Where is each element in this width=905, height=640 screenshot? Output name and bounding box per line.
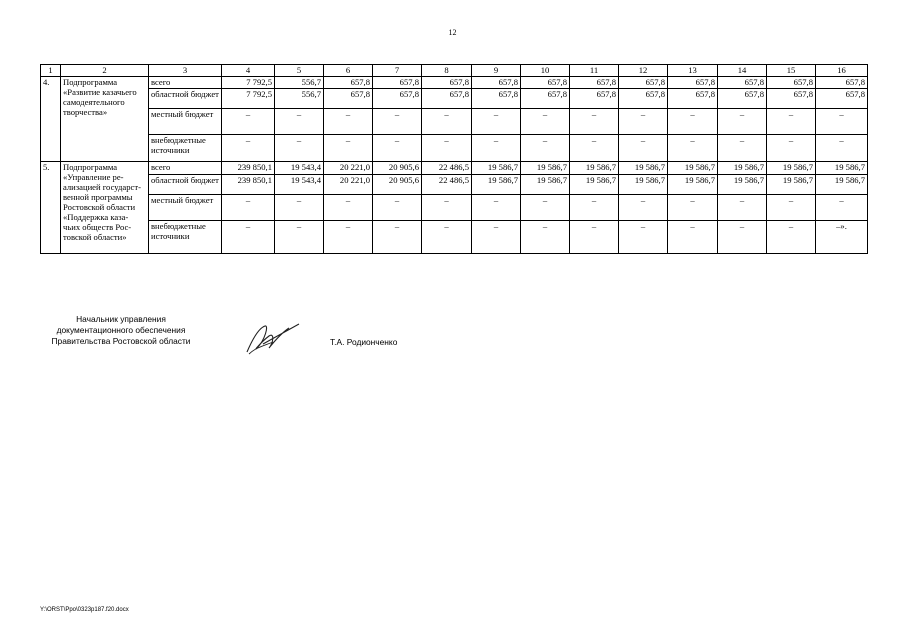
subprogram-name-line: венной программы (63, 192, 133, 202)
value-cell: – (324, 195, 373, 221)
column-number: 16 (816, 65, 868, 77)
value-cell: – (521, 195, 570, 221)
subprogram-name (61, 77, 149, 162)
value-cell: 7 792,5 (222, 89, 275, 109)
budget-table (40, 64, 868, 254)
value-cell: 19 586,7 (816, 162, 868, 175)
value-cell: 19 586,7 (570, 175, 619, 195)
column-number: 9 (472, 65, 521, 77)
header-row (41, 65, 868, 77)
value-cell: 657,8 (521, 89, 570, 109)
value-cell: 657,8 (521, 77, 570, 89)
value-cell: – (668, 195, 718, 221)
subprogram-name (61, 162, 149, 254)
value-cell: 19 586,7 (816, 175, 868, 195)
value-cell: 657,8 (816, 89, 868, 109)
table-row (41, 195, 868, 221)
value-cell: 22 486,5 (422, 162, 472, 175)
value-cell: – (521, 135, 570, 162)
value-cell: – (668, 221, 718, 254)
value-cell: – (668, 109, 718, 135)
value-cell: 19 586,7 (718, 175, 767, 195)
value-cell: 657,8 (373, 77, 422, 89)
value-cell: 657,8 (324, 89, 373, 109)
column-number: 3 (149, 65, 222, 77)
value-cell: – (619, 135, 668, 162)
value-cell: – (816, 135, 868, 162)
funding-source: областной бюджет (149, 89, 222, 109)
column-number: 11 (570, 65, 619, 77)
table-row (41, 89, 868, 109)
value-cell: 657,8 (570, 77, 619, 89)
value-cell: – (619, 195, 668, 221)
row-number: 5. (41, 162, 61, 254)
column-number: 4 (222, 65, 275, 77)
column-number: 8 (422, 65, 472, 77)
page-number: 12 (448, 28, 457, 37)
table-row (41, 175, 868, 195)
value-cell: 657,8 (767, 77, 816, 89)
funding-source: внебюджетные источники (149, 135, 222, 162)
value-cell: – (472, 221, 521, 254)
table-row (41, 109, 868, 135)
value-cell: 20 221,0 (324, 162, 373, 175)
value-cell: – (275, 221, 324, 254)
value-cell: – (275, 109, 324, 135)
value-cell: 19 586,7 (619, 175, 668, 195)
value-cell: 657,8 (718, 77, 767, 89)
column-number: 1 (41, 65, 61, 77)
value-cell: – (222, 221, 275, 254)
value-cell: 657,8 (472, 89, 521, 109)
funding-source: всего (149, 77, 222, 89)
value-cell: – (324, 221, 373, 254)
value-cell: – (570, 221, 619, 254)
value-cell: 19 586,7 (619, 162, 668, 175)
funding-source: всего (149, 162, 222, 175)
value-cell: – (472, 135, 521, 162)
value-cell: 19 543,4 (275, 162, 324, 175)
position-line: документационного обеспечения (56, 325, 186, 335)
value-cell: 20 221,0 (324, 175, 373, 195)
value-cell: 19 586,7 (718, 162, 767, 175)
column-number: 13 (668, 65, 718, 77)
value-cell: – (619, 221, 668, 254)
row-number: 4. (41, 77, 61, 162)
column-number: 10 (521, 65, 570, 77)
column-number: 5 (275, 65, 324, 77)
column-number: 6 (324, 65, 373, 77)
table-row (41, 162, 868, 175)
value-cell: – (767, 221, 816, 254)
value-cell: – (816, 195, 868, 221)
value-cell: – (373, 109, 422, 135)
value-cell: – (373, 135, 422, 162)
value-cell: 657,8 (668, 77, 718, 89)
value-cell: 7 792,5 (222, 77, 275, 89)
column-number: 14 (718, 65, 767, 77)
funding-source: областной бюджет (149, 175, 222, 195)
value-cell: – (422, 109, 472, 135)
value-cell: 657,8 (324, 77, 373, 89)
value-cell: 19 586,7 (570, 162, 619, 175)
value-cell: – (668, 135, 718, 162)
value-cell: 19 586,7 (521, 162, 570, 175)
value-cell: – (373, 221, 422, 254)
value-cell: 657,8 (816, 77, 868, 89)
file-path: Y:\ORST\Ppo\0323p187.f20.docx (40, 607, 129, 613)
value-cell: 19 543,4 (275, 175, 324, 195)
value-cell: 657,8 (373, 89, 422, 109)
value-cell: 657,8 (718, 89, 767, 109)
value-cell: 556,7 (275, 77, 324, 89)
value-cell: – (324, 109, 373, 135)
value-cell: – (422, 135, 472, 162)
value-cell: 239 850,1 (222, 162, 275, 175)
subprogram-name-line: «Управление ре- (63, 172, 124, 182)
column-number: 7 (373, 65, 422, 77)
value-cell: – (619, 109, 668, 135)
value-cell: – (816, 109, 868, 135)
subprogram-name-line: ализацией государст- (63, 182, 141, 192)
value-cell: 22 486,5 (422, 175, 472, 195)
value-cell: 20 905,6 (373, 162, 422, 175)
subprogram-name-line: Подпрограмма (63, 162, 118, 172)
value-cell: 657,8 (422, 77, 472, 89)
value-cell: – (222, 195, 275, 221)
value-cell: 19 586,7 (767, 175, 816, 195)
column-number: 2 (61, 65, 149, 77)
value-cell: – (718, 135, 767, 162)
subprogram-name-line: творчества» (63, 107, 108, 117)
subprogram-name-line: «Поддержка каза- (63, 212, 129, 222)
value-cell: – (718, 195, 767, 221)
value-cell: – (472, 195, 521, 221)
signatory-name: Т.А. Родионченко (330, 337, 398, 347)
value-cell: 657,8 (619, 77, 668, 89)
value-cell: – (373, 195, 422, 221)
value-cell: 657,8 (472, 77, 521, 89)
value-cell: –». (816, 221, 868, 254)
value-cell: 19 586,7 (472, 162, 521, 175)
value-cell: – (718, 109, 767, 135)
subprogram-name-line: «Развитие казачьего (63, 87, 137, 97)
value-cell: – (570, 195, 619, 221)
value-cell: 19 586,7 (521, 175, 570, 195)
value-cell: 19 586,7 (472, 175, 521, 195)
subprogram-name-line: самодеятельного (63, 97, 125, 107)
value-cell: 19 586,7 (668, 175, 718, 195)
funding-source: местный бюджет (149, 195, 222, 221)
funding-source: местный бюджет (149, 109, 222, 135)
value-cell: – (222, 109, 275, 135)
handwritten-signature (243, 318, 303, 358)
value-cell: – (275, 195, 324, 221)
subprogram-name-line: Подпрограмма (63, 77, 118, 87)
value-cell: – (767, 195, 816, 221)
position-line: Начальник управления (76, 314, 166, 324)
value-cell: – (422, 221, 472, 254)
value-cell: 657,8 (570, 89, 619, 109)
value-cell: 657,8 (422, 89, 472, 109)
value-cell: 556,7 (275, 89, 324, 109)
value-cell: – (324, 135, 373, 162)
subprogram-name-line: Ростовской области (63, 202, 136, 212)
subprogram-name-line: товской области» (63, 232, 127, 242)
value-cell: 19 586,7 (767, 162, 816, 175)
value-cell: – (275, 135, 324, 162)
column-number: 12 (619, 65, 668, 77)
value-cell: 657,8 (619, 89, 668, 109)
value-cell: 19 586,7 (668, 162, 718, 175)
value-cell: 239 850,1 (222, 175, 275, 195)
column-number: 15 (767, 65, 816, 77)
table-row (41, 221, 868, 254)
value-cell: – (521, 221, 570, 254)
value-cell: – (767, 135, 816, 162)
signatory-position (40, 314, 202, 347)
value-cell: – (472, 109, 521, 135)
value-cell: – (767, 109, 816, 135)
funding-source: внебюджетные источники (149, 221, 222, 254)
position-line: Правительства Ростовской области (51, 336, 191, 346)
value-cell: 657,8 (767, 89, 816, 109)
value-cell: 657,8 (668, 89, 718, 109)
value-cell: – (422, 195, 472, 221)
table-row (41, 135, 868, 162)
table-row (41, 77, 868, 89)
subprogram-name-line: чьих обществ Рос- (63, 222, 132, 232)
value-cell: – (521, 109, 570, 135)
value-cell: – (570, 135, 619, 162)
value-cell: – (718, 221, 767, 254)
value-cell: 20 905,6 (373, 175, 422, 195)
value-cell: – (570, 109, 619, 135)
value-cell: – (222, 135, 275, 162)
